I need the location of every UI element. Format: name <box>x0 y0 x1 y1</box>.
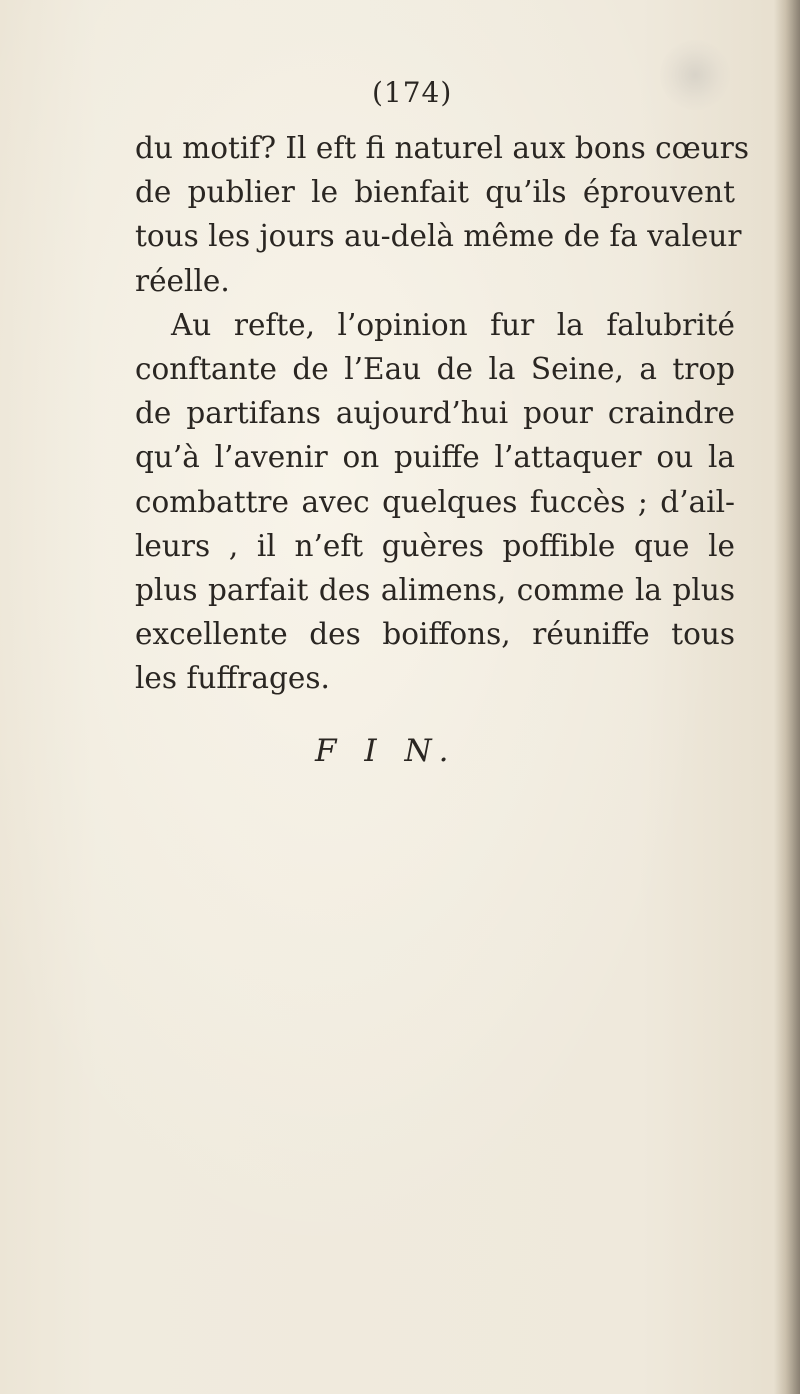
closing-fin: F I N. <box>315 733 458 769</box>
text-line: leurs , il n’eft guères poffible que le <box>135 528 735 563</box>
text-line: de partifans aujourd’hui pour craindre <box>135 396 735 431</box>
text-line: plus parfait des alimens, comme la plus <box>135 573 735 608</box>
text-line: du motif? Il eft fi naturel aux bons cœurs <box>135 131 750 165</box>
text-line: conftante de l’Eau de la Seine, a trop <box>135 352 735 387</box>
body-text <box>135 126 750 701</box>
page-edge-shadow <box>774 0 800 1394</box>
text-line: de publier le bienfait qu’ils éprouvent <box>135 175 735 210</box>
text-line: combattre avec quelques fuccès ; d’ail- <box>135 484 735 519</box>
paper-stain <box>660 40 730 110</box>
text-line: Au refte, l’opinion fur la falubrité <box>171 307 735 342</box>
text-line: tous les jours au-delà même de fa valeur <box>135 219 742 254</box>
page-number: (174) <box>372 76 453 109</box>
text-line: qu’à l’avenir on puiffe l’attaquer ou la <box>135 440 735 475</box>
text-line: réelle. <box>135 263 230 298</box>
text-line: excellente des boiffons, réuniffe tous <box>135 617 735 652</box>
text-line: les fuffrages. <box>135 661 330 696</box>
